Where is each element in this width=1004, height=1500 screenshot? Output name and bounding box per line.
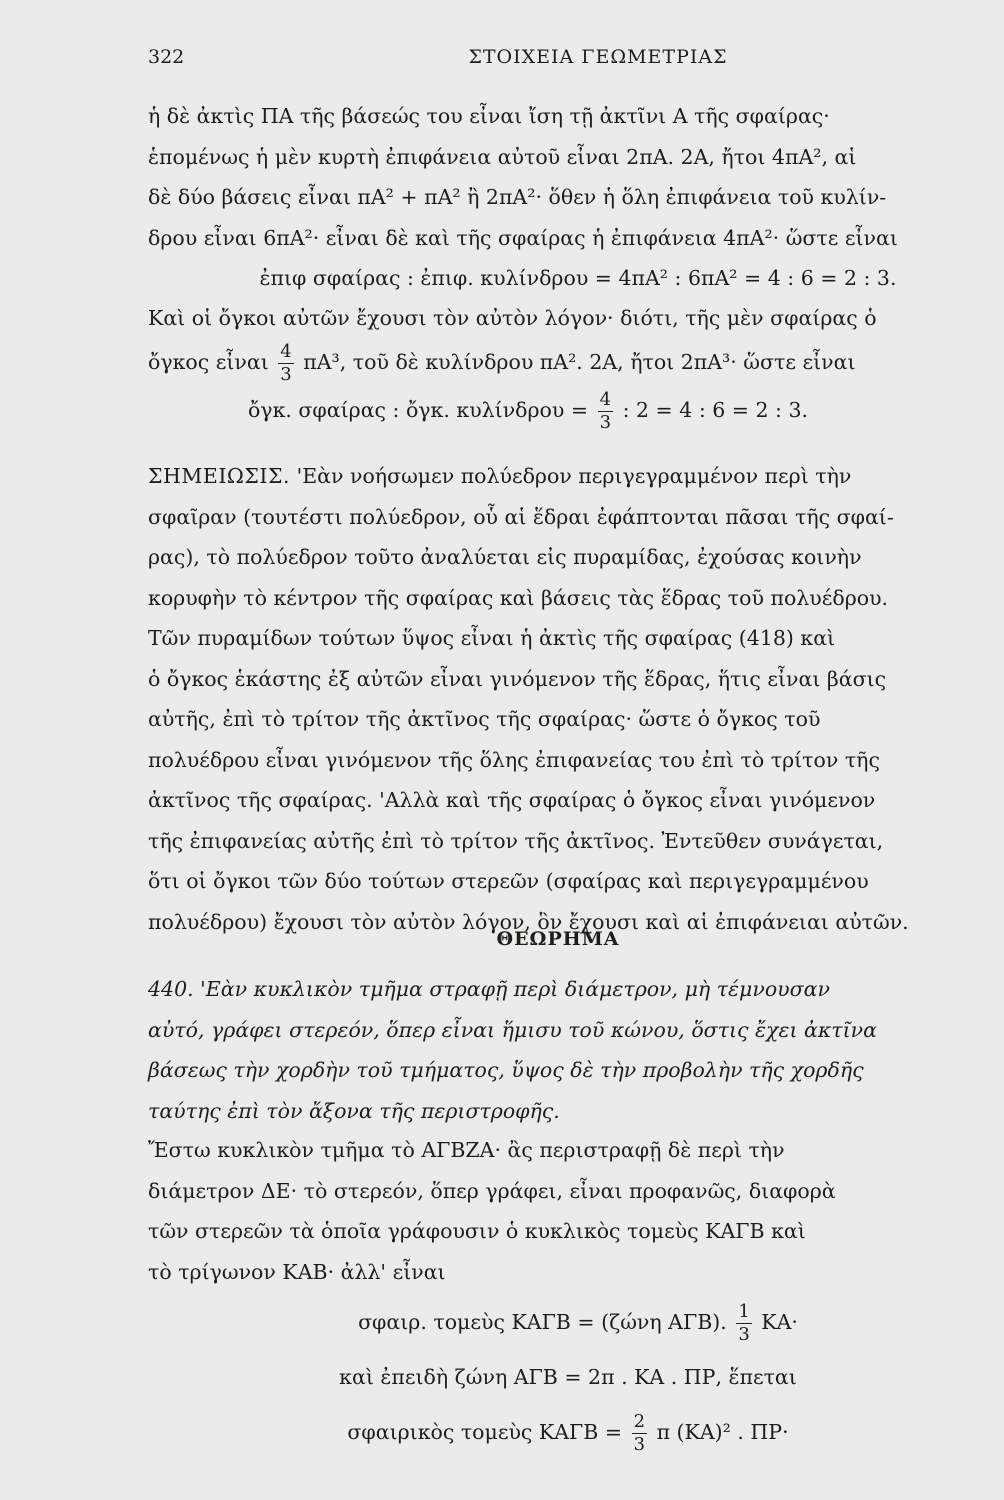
fraction-numerator: 1	[738, 1301, 750, 1322]
theorem-heading: ΘΕΩΡΗΜΑ	[496, 928, 620, 950]
fraction-numerator: 4	[599, 388, 612, 410]
fraction	[736, 1303, 751, 1344]
formula-right: ΚΑ·	[761, 1310, 798, 1334]
text-line: τὸ τρίγωνον ΚΑΒ· ἀλλ' εἶναι	[148, 1259, 446, 1284]
formula-right: : 2 = 4 : 6 = 2 : 3.	[622, 397, 809, 422]
text-line: πολυέδρου) ἔχουσι τὸν αὐτὸν λόγον, ὃν ἔχουσι καὶ αἱ ἐπιφάνειαι αὐτῶν.	[148, 909, 909, 934]
volume-line-start: ὄγκος εἶναι	[148, 349, 269, 374]
sector-formula	[148, 1292, 968, 1352]
volume-line-end: πΑ³, τοῦ δὲ κυλίνδρου πΑ². 2Α, ἤτοι 2πΑ³· ὥστε εἶναι	[303, 349, 856, 374]
text-line: ΣΗΜΕΙΩΣΙΣ. 'Εὰν νοήσωμεν πολύεδρον περιγεγραμμένον περὶ τὴν	[148, 464, 852, 488]
text-line: αὐτῆς, ἐπὶ τὸ τρίτον τῆς ἀκτῖνος τῆς σφαίρας· ὥστε ὁ ὄγκος τοῦ	[148, 707, 821, 731]
text-line: δὲ δύο βάσεις εἶναι πΑ² + πΑ² ἢ 2πΑ²· ὅθεν ἡ ὅλη ἐπιφάνεια τοῦ κυλίν-	[148, 185, 887, 209]
text-line: ταύτης ἐπὶ τὸν ἄξονα τῆς περιστροφῆς.	[148, 1098, 560, 1123]
fraction-denominator: 3	[633, 1434, 646, 1455]
text-line: δρου εἶναι 6πΑ²· εἶναι δὲ καὶ τῆς σφαίρας ἡ ἐπιφάνεια 4πΑ²· ὥστε εἶναι	[148, 225, 898, 250]
fraction	[278, 340, 293, 385]
volume-ratio-formula	[148, 385, 968, 435]
fraction-denominator: 3	[280, 363, 292, 385]
text-line: Ἔστω κυκλικὸν τμῆμα τὸ ΑΓΒΖΑ· ἂς περιστραφῇ δὲ περὶ τὴν	[148, 1138, 785, 1162]
fraction-denominator: 3	[738, 1324, 750, 1345]
text-line: ὁ ὄγκος ἑκάστης ἐξ αὐτῶν εἶναι γινόμενον τῆς ἕδρας, ἥτις εἶναι βάσις	[148, 666, 887, 691]
text-line: Καὶ οἱ ὄγκοι αὐτῶν ἔχουσι τὸν αὐτὸν λόγον· διότι, τῆς μὲν σφαίρας ὁ	[148, 306, 877, 330]
text-line: διάμετρον ΔΕ· τὸ στερεόν, ὅπερ γράφει, εἶναι προφανῶς, διαφορὰ	[148, 1178, 836, 1203]
zone-formula: καὶ ἐπειδὴ ζώνη ΑΓΒ = 2π . ΚΑ . ΠΡ, ἕπεται	[339, 1365, 797, 1389]
remark-section	[148, 456, 968, 942]
text-line: βάσεως τὴν χορδὴν τοῦ τμήματος, ὕψος δὲ τὴν προβολὴν τῆς χορδῆς	[148, 1058, 864, 1082]
text-line: σφαῖραν (τουτέστι πολύεδρον, οὗ αἱ ἕδραι ἐφάπτονται πᾶσαι τῆς σφαί-	[148, 504, 894, 529]
text-line: κορυφὴν τὸ κέντρον τῆς σφαίρας καὶ βάσεις τὰς ἕδρας τοῦ πολυέδρου.	[148, 585, 889, 610]
text-line: ἑπομένως ἡ μὲν κυρτὴ ἐπιφάνεια αὐτοῦ εἶναι 2πΑ. 2Α, ἤτοι 4πΑ², αἱ	[148, 144, 857, 169]
proof-section	[148, 1130, 968, 1462]
text-line: πολυέδρου εἶναι γινόμενον τῆς ὅλης ἐπιφανείας του ἐπὶ τὸ τρίτον τῆς	[148, 747, 880, 772]
page-number: 322	[148, 46, 185, 68]
formula-left: ὄγκ. σφαίρας : ὄγκ. κυλίνδρου =	[247, 397, 589, 422]
text-line: 440. 'Εὰν κυκλικὸν τμῆμα στραφῇ περὶ διάμετρον, μὴ τέμνουσαν	[148, 977, 830, 1001]
spherical-sector-formula	[148, 1402, 968, 1462]
fraction-numerator: 2	[633, 1411, 646, 1432]
volume-line	[148, 339, 968, 385]
section-cylinder-sphere	[148, 96, 968, 435]
page-header	[148, 46, 968, 76]
theorem-statement	[148, 969, 968, 1131]
formula-left: σφαιρικὸς τομεὺς ΚΑΓΒ =	[347, 1420, 623, 1444]
surface-ratio-formula: ἐπιφ σφαίρας : ἐπιφ. κυλίνδρου = 4πΑ² : 6πΑ² = 4 : 6 = 2 : 3.	[259, 266, 897, 290]
text-line: ὅτι οἱ ὄγκοι τῶν δύο τούτων στερεῶν (σφαίρας καὶ περιγεγραμμένου	[148, 869, 869, 893]
fraction	[598, 388, 613, 433]
fraction-denominator: 3	[599, 411, 612, 433]
text-line: ρας), τὸ πολύεδρον τοῦτο ἀναλύεται εἰς πυραμίδας, ἐχούσας κοινὴν	[148, 545, 862, 569]
fraction	[632, 1413, 647, 1454]
fraction-numerator: 4	[280, 340, 292, 362]
text-line: Τῶν πυραμίδων τούτων ὕψος εἶναι ἡ ἀκτὶς τῆς σφαίρας (418) καὶ	[148, 626, 836, 650]
remark-label: ΣΗΜΕΙΩΣΙΣ.	[148, 464, 291, 488]
running-title: ΣΤΟΙΧΕΙΑ ΓΕΩΜΕΤΡΙΑΣ	[468, 46, 728, 68]
formula-right: π (ΚΑ)² . ΠΡ·	[656, 1420, 789, 1444]
text-line: τῶν στερεῶν τὰ ὁποῖα γράφουσιν ὁ κυκλικὸς τομεὺς ΚΑΓΒ καὶ	[148, 1219, 806, 1243]
text-line: ἀκτῖνος τῆς σφαίρας. 'Αλλὰ καὶ τῆς σφαίρας ὁ ὄγκος εἶναι γινόμενον	[148, 788, 876, 812]
text-line: αὐτό, γράφει στερεόν, ὅπερ εἶναι ἥμισυ τοῦ κώνου, ὅστις ἔχει ἀκτῖνα	[148, 1017, 877, 1042]
formula-left: σφαιρ. τομεὺς ΚΑΓΒ = (ζώνη ΑΓΒ).	[358, 1310, 727, 1334]
text-line: ἡ δὲ ἀκτὶς ΠΑ τῆς βάσεώς του εἶναι ἴση τῇ ἀκτῖνι Α τῆς σφαίρας·	[148, 104, 830, 128]
text-line: τῆς ἐπιφανείας αὐτῆς ἐπὶ τὸ τρίτον τῆς ἀκτῖνος. Ἐντεῦθεν συνάγεται,	[148, 828, 884, 853]
